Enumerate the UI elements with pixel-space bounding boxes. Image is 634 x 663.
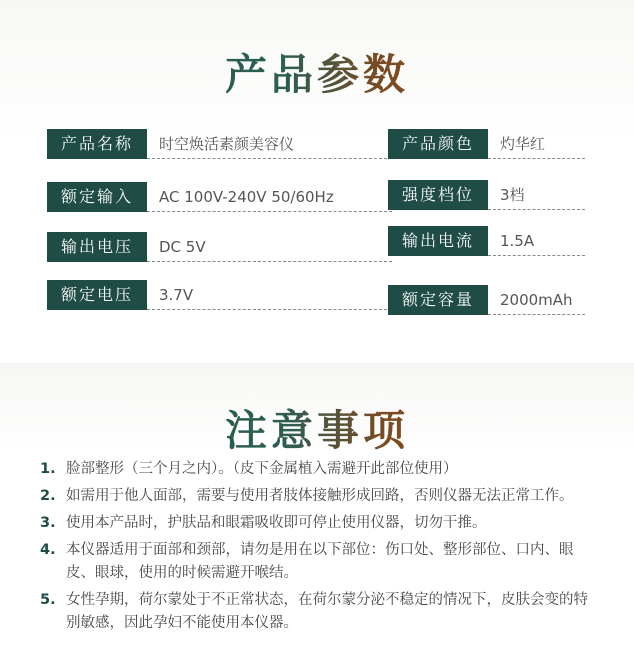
param-value: 2000mAh xyxy=(488,285,585,315)
param-row-rated-input xyxy=(47,182,392,216)
list-item xyxy=(40,458,600,481)
list-item xyxy=(40,485,600,508)
param-label: 输出电压 xyxy=(47,232,147,262)
param-label: 产品名称 xyxy=(47,129,147,159)
notes-title: 注意事项 xyxy=(0,398,634,458)
param-value: 3档 xyxy=(488,180,585,210)
note-number: 4. xyxy=(40,542,56,558)
param-value: 1.5A xyxy=(488,226,585,256)
param-label: 产品颜色 xyxy=(388,129,488,159)
param-label: 强度档位 xyxy=(388,180,488,210)
param-value: DC 5V xyxy=(147,232,392,262)
param-value: 3.7V xyxy=(147,280,392,310)
param-label: 额定容量 xyxy=(388,285,488,315)
note-text: 如需用于他人面部，需要与使用者肢体接触形成回路，否则仪器无法正常工作。 xyxy=(66,488,574,504)
param-row-rated-capacity xyxy=(388,285,585,319)
note-text: 本仪器适用于面部和颈部，请勿是用在以下部位：伤口处、整形部位、口内、眼皮、眼球，使用的时候需避开喉结。 xyxy=(66,542,574,581)
list-item xyxy=(40,512,600,535)
param-row-product-color xyxy=(388,129,585,163)
notes-list xyxy=(40,458,600,639)
param-value: AC 100V-240V 50/60Hz xyxy=(147,182,392,212)
note-number: 1. xyxy=(40,461,56,477)
param-row-intensity-level xyxy=(388,180,585,214)
list-item xyxy=(40,589,600,635)
param-label: 额定电压 xyxy=(47,280,147,310)
note-number: 5. xyxy=(40,592,56,608)
param-value: 时空焕活素颜美容仪 xyxy=(147,129,392,159)
param-row-product-name xyxy=(47,129,392,163)
note-text: 使用本产品时，护肤品和眼霜吸收即可停止使用仪器，切勿干推。 xyxy=(66,515,487,531)
param-row-rated-voltage xyxy=(47,280,392,314)
param-label: 输出电流 xyxy=(388,226,488,256)
note-text: 女性孕期，荷尔蒙处于不正常状态，在荷尔蒙分泌不稳定的情况下，皮肤会变的特别敏感，因此孕妇不能使用本仪器。 xyxy=(66,592,588,631)
params-title: 产品参数 xyxy=(0,42,634,102)
param-row-output-voltage xyxy=(47,232,392,266)
param-label: 额定输入 xyxy=(47,182,147,212)
list-item xyxy=(40,539,600,585)
param-row-output-current xyxy=(388,226,585,260)
note-number: 3. xyxy=(40,515,56,531)
note-text: 脸部整形（三个月之内）。（皮下金属植入需避开此部位使用） xyxy=(66,461,458,477)
note-number: 2. xyxy=(40,488,56,504)
param-value: 灼华红 xyxy=(488,129,585,159)
